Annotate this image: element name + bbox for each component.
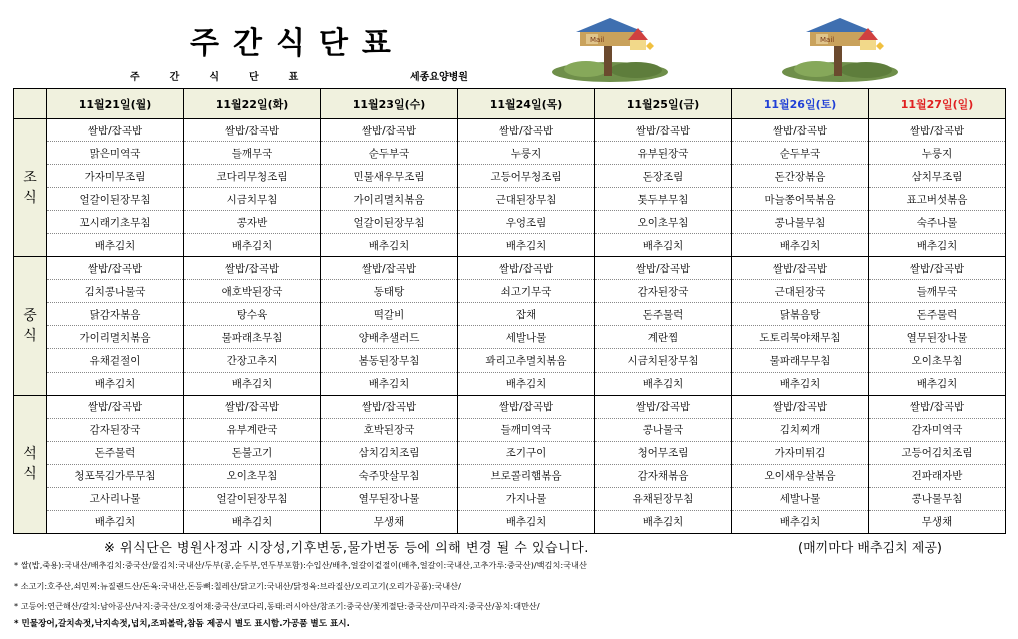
menu-item: 쌀밥/잡곡밥 bbox=[458, 257, 595, 280]
menu-item: 쌀밥/잡곡밥 bbox=[184, 395, 321, 418]
menu-item: 오이초무침 bbox=[184, 464, 321, 487]
menu-item: 유부된장국 bbox=[595, 142, 732, 165]
menu-item: 코다리무청조림 bbox=[184, 165, 321, 188]
menu-item: 민물새우무조림 bbox=[321, 165, 458, 188]
menu-item: 봄동된장무침 bbox=[321, 349, 458, 372]
menu-item: 가자미무조림 bbox=[47, 165, 184, 188]
menu-item: 표고버섯볶음 bbox=[869, 188, 1006, 211]
menu-item: 쌀밥/잡곡밥 bbox=[47, 395, 184, 418]
menu-item: 쌀밥/잡곡밥 bbox=[595, 257, 732, 280]
menu-item: 쌀밥/잡곡밥 bbox=[869, 395, 1006, 418]
menu-item: 배추김치 bbox=[47, 372, 184, 395]
menu-row bbox=[14, 326, 1006, 349]
menu-item: 삼치무조림 bbox=[869, 165, 1006, 188]
menu-item: 쌀밥/잡곡밥 bbox=[184, 119, 321, 142]
menu-item: 누룽지 bbox=[458, 142, 595, 165]
menu-item: 열무된장나물 bbox=[869, 326, 1006, 349]
menu-item: 콩나물무침 bbox=[732, 211, 869, 234]
menu-row bbox=[14, 165, 1006, 188]
menu-item: 숙주맛살무침 bbox=[321, 464, 458, 487]
menu-item: 김치찌개 bbox=[732, 418, 869, 441]
menu-item: 배추김치 bbox=[458, 372, 595, 395]
day-header: 11월21일(월) bbox=[47, 89, 184, 119]
menu-item: 배추김치 bbox=[321, 234, 458, 257]
page-title: 주간식단표 bbox=[190, 26, 405, 61]
menu-item: 톳두부무침 bbox=[595, 188, 732, 211]
menu-row bbox=[14, 211, 1006, 234]
menu-item: 배추김치 bbox=[47, 510, 184, 533]
menu-item: 돈간장볶음 bbox=[732, 165, 869, 188]
menu-item: 콩자반 bbox=[184, 211, 321, 234]
menu-change-notice: ※ 위식단은 병원사정과 시장성,기후변동,물가변동 등에 의해 변경 될 수 있습니다. bbox=[104, 541, 589, 556]
menu-item: 감자된장국 bbox=[595, 280, 732, 303]
menu-item: 쌀밥/잡곡밥 bbox=[47, 119, 184, 142]
menu-item: 쌀밥/잡곡밥 bbox=[321, 119, 458, 142]
logo-text: Mail bbox=[820, 36, 835, 44]
menu-item: 콩나물국 bbox=[595, 418, 732, 441]
menu-item: 가이리멸치볶음 bbox=[47, 326, 184, 349]
menu-row bbox=[14, 372, 1006, 395]
mailbox-house-logo bbox=[776, 14, 902, 84]
menu-item: 쌀밥/잡곡밥 bbox=[184, 257, 321, 280]
menu-row bbox=[14, 119, 1006, 142]
meal-label: 중 식 bbox=[14, 257, 47, 395]
menu-item: 배추김치 bbox=[595, 372, 732, 395]
menu-item: 돈주물럭 bbox=[595, 303, 732, 326]
menu-item: 조기구이 bbox=[458, 441, 595, 464]
menu-item: 가자미튀김 bbox=[732, 441, 869, 464]
weekly-menu-table bbox=[13, 88, 1006, 534]
menu-item: 양배추샐러드 bbox=[321, 326, 458, 349]
menu-item: 배추김치 bbox=[184, 510, 321, 533]
meal-label: 석 식 bbox=[14, 395, 47, 533]
menu-item: 마늘쫑어묵볶음 bbox=[732, 188, 869, 211]
menu-item: 떡갈비 bbox=[321, 303, 458, 326]
menu-row bbox=[14, 464, 1006, 487]
menu-item: 유채겉절이 bbox=[47, 349, 184, 372]
menu-item: 배추김치 bbox=[184, 372, 321, 395]
menu-item: 배추김치 bbox=[732, 510, 869, 533]
menu-item: 얼갈이된장무침 bbox=[184, 487, 321, 510]
menu-item: 배추김치 bbox=[595, 234, 732, 257]
menu-item: 쇠고기무국 bbox=[458, 280, 595, 303]
menu-item: 오이새우살볶음 bbox=[732, 464, 869, 487]
day-header-sunday: 11월27일(일) bbox=[869, 89, 1006, 119]
menu-item: 맑은미역국 bbox=[47, 142, 184, 165]
menu-item: 브로콜리햄볶음 bbox=[458, 464, 595, 487]
menu-row bbox=[14, 280, 1006, 303]
menu-item: 배추김치 bbox=[869, 234, 1006, 257]
menu-item: 청어무조림 bbox=[595, 441, 732, 464]
menu-item: 동태탕 bbox=[321, 280, 458, 303]
origin-info-line: * 쌀(밥,죽용):국내산/배추김치:중국산/물김치:국내산/두부(콩,순두부,연두부포함):수입산/배추,얼갈이겉절이(배추,얼갈이:국내산,고추가루:중국산)/백김치:국내산 bbox=[14, 560, 587, 570]
menu-item: 돈장조림 bbox=[595, 165, 732, 188]
menu-item: 근대된장국 bbox=[732, 280, 869, 303]
menu-item: 삼치김치조림 bbox=[321, 441, 458, 464]
menu-item: 유채된장무침 bbox=[595, 487, 732, 510]
menu-item: 쌀밥/잡곡밥 bbox=[321, 395, 458, 418]
menu-item: 콩나물무침 bbox=[869, 487, 1006, 510]
menu-item: 순두부국 bbox=[732, 142, 869, 165]
menu-row bbox=[14, 257, 1006, 280]
menu-item: 세발나물 bbox=[732, 487, 869, 510]
menu-item: 배추김치 bbox=[732, 372, 869, 395]
menu-item: 배추김치 bbox=[184, 234, 321, 257]
menu-item: 배추김치 bbox=[732, 234, 869, 257]
menu-item: 배추김치 bbox=[47, 234, 184, 257]
menu-item: 감자미역국 bbox=[869, 418, 1006, 441]
day-header: 11월23일(수) bbox=[321, 89, 458, 119]
menu-row bbox=[14, 142, 1006, 165]
menu-item: 쌀밥/잡곡밥 bbox=[869, 257, 1006, 280]
menu-row bbox=[14, 487, 1006, 510]
menu-item: 쌀밥/잡곡밥 bbox=[47, 257, 184, 280]
menu-item: 오이초무침 bbox=[869, 349, 1006, 372]
hospital-name: 세종요양병원 bbox=[410, 72, 468, 83]
day-header: 11월24일(목) bbox=[458, 89, 595, 119]
menu-item: 쌀밥/잡곡밥 bbox=[732, 257, 869, 280]
menu-row bbox=[14, 510, 1006, 533]
menu-item: 들깨미역국 bbox=[458, 418, 595, 441]
menu-item: 열무된장나물 bbox=[321, 487, 458, 510]
menu-row bbox=[14, 303, 1006, 326]
menu-item: 감자된장국 bbox=[47, 418, 184, 441]
menu-item: 닭감자볶음 bbox=[47, 303, 184, 326]
logo-text: Mail bbox=[590, 36, 605, 44]
menu-item: 우엉조림 bbox=[458, 211, 595, 234]
menu-item: 배추김치 bbox=[869, 372, 1006, 395]
menu-item: 탕수육 bbox=[184, 303, 321, 326]
menu-item: 고사리나물 bbox=[47, 487, 184, 510]
menu-item: 꼬시래기초무침 bbox=[47, 211, 184, 234]
menu-item: 쌀밥/잡곡밥 bbox=[458, 395, 595, 418]
menu-item: 세발나물 bbox=[458, 326, 595, 349]
menu-item: 잡채 bbox=[458, 303, 595, 326]
origin-info-line: * 고등어:연근해산/갈치:남아공산/낙지:중국산/오징어채:중국산/코다리,동태:러시아산/참조기:중국산/꽃게절단:중국산/미꾸라지:중국산/꽁치:대만산/ bbox=[14, 601, 540, 611]
menu-item: 순두부국 bbox=[321, 142, 458, 165]
menu-item: 쌀밥/잡곡밥 bbox=[869, 119, 1006, 142]
menu-item: 돈주물럭 bbox=[47, 441, 184, 464]
kimchi-notice: (매끼마다 배추김치 제공) bbox=[798, 541, 942, 556]
menu-item: 물파래무무침 bbox=[732, 349, 869, 372]
menu-item: 건파래자반 bbox=[869, 464, 1006, 487]
menu-item: 닭볶음탕 bbox=[732, 303, 869, 326]
menu-item: 간장고추지 bbox=[184, 349, 321, 372]
menu-item: 오이초무침 bbox=[595, 211, 732, 234]
day-header: 11월25일(금) bbox=[595, 89, 732, 119]
menu-item: 쌀밥/잡곡밥 bbox=[595, 119, 732, 142]
day-header-saturday: 11월26일(토) bbox=[732, 89, 869, 119]
mailbox-house-logo bbox=[546, 14, 672, 84]
menu-item: 꽈리고추멸치볶음 bbox=[458, 349, 595, 372]
menu-item: 쌀밥/잡곡밥 bbox=[595, 395, 732, 418]
menu-item: 들깨무국 bbox=[869, 280, 1006, 303]
menu-row bbox=[14, 349, 1006, 372]
menu-item: 가이리멸치볶음 bbox=[321, 188, 458, 211]
menu-item: 도토리묵야채무침 bbox=[732, 326, 869, 349]
menu-item: 얼갈이된장무침 bbox=[321, 211, 458, 234]
menu-item: 무생채 bbox=[321, 510, 458, 533]
page-subtitle: 주간식단표 bbox=[130, 72, 329, 83]
menu-item: 유부계란국 bbox=[184, 418, 321, 441]
menu-row bbox=[14, 395, 1006, 418]
menu-item: 쌀밥/잡곡밥 bbox=[732, 395, 869, 418]
menu-item: 김치콩나물국 bbox=[47, 280, 184, 303]
menu-item: 쌀밥/잡곡밥 bbox=[732, 119, 869, 142]
menu-item: 고등어김치조림 bbox=[869, 441, 1006, 464]
menu-item: 배추김치 bbox=[595, 510, 732, 533]
day-header-row bbox=[14, 89, 1006, 119]
origin-info-line: * 민물장어,갈치속젓,낙지속젓,넙치,조피볼락,참돔 제공시 별도 표시함.가공품 별도 표시. bbox=[14, 619, 350, 629]
meal-label: 조 식 bbox=[14, 119, 47, 257]
menu-row bbox=[14, 441, 1006, 464]
menu-item: 가지나물 bbox=[458, 487, 595, 510]
menu-item: 누룽지 bbox=[869, 142, 1006, 165]
menu-item: 숙주나물 bbox=[869, 211, 1006, 234]
menu-item: 배추김치 bbox=[458, 510, 595, 533]
menu-item: 들깨무국 bbox=[184, 142, 321, 165]
menu-item: 시금치무침 bbox=[184, 188, 321, 211]
menu-item: 돈주물럭 bbox=[869, 303, 1006, 326]
menu-row bbox=[14, 418, 1006, 441]
corner-cell bbox=[14, 89, 47, 119]
origin-info-line: * 소고기:호주산,쇠민찌:뉴질랜드산/돈육:국내산,돈등뼈:칠레산/닭고기:국내산/닭정육:브라질산/오리고기(오리가공품):국내산/ bbox=[14, 581, 461, 591]
menu-item: 시금치된장무침 bbox=[595, 349, 732, 372]
menu-item: 호박된장국 bbox=[321, 418, 458, 441]
menu-row bbox=[14, 234, 1006, 257]
day-header: 11월22일(화) bbox=[184, 89, 321, 119]
menu-item: 고등어무청조림 bbox=[458, 165, 595, 188]
menu-item: 물파래초무침 bbox=[184, 326, 321, 349]
menu-item: 감자채볶음 bbox=[595, 464, 732, 487]
menu-item: 쌀밥/잡곡밥 bbox=[458, 119, 595, 142]
menu-item: 돈불고기 bbox=[184, 441, 321, 464]
menu-item: 무생채 bbox=[869, 510, 1006, 533]
menu-item: 계란찜 bbox=[595, 326, 732, 349]
menu-item: 쌀밥/잡곡밥 bbox=[321, 257, 458, 280]
menu-row bbox=[14, 188, 1006, 211]
menu-item: 배추김치 bbox=[458, 234, 595, 257]
menu-item: 청포묵김가루무침 bbox=[47, 464, 184, 487]
menu-item: 얼갈이된장무침 bbox=[47, 188, 184, 211]
menu-item: 배추김치 bbox=[321, 372, 458, 395]
menu-item: 애호박된장국 bbox=[184, 280, 321, 303]
menu-item: 근대된장무침 bbox=[458, 188, 595, 211]
